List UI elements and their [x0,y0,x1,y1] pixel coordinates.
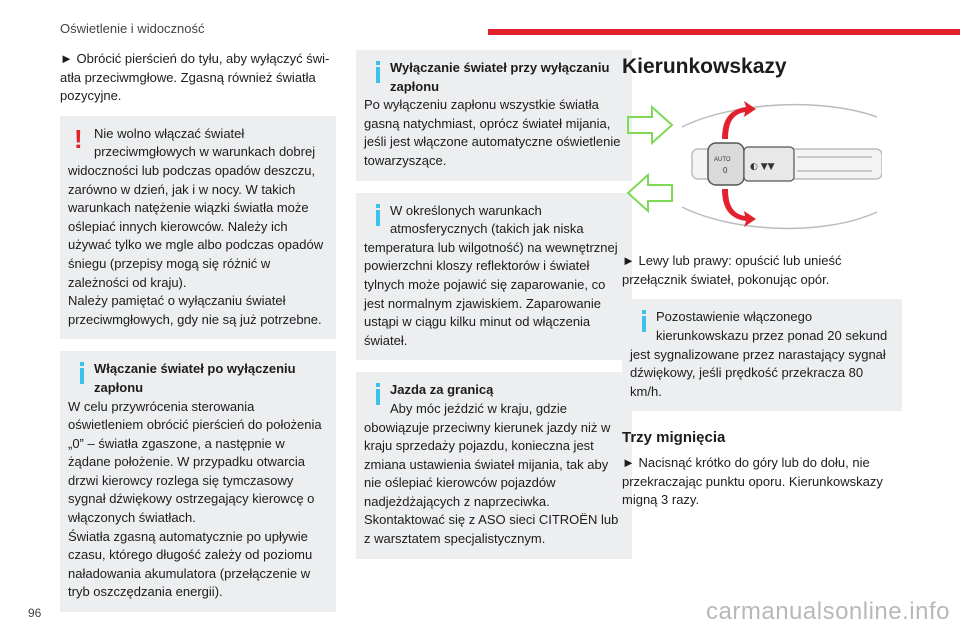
instruction-paragraph: ► Lewy lub prawy: opuścić lub unieść przełącznik świateł, pokonując opór. [622,253,842,287]
info-title: Włączanie świateł po wyłączeniu zapłonu [94,361,296,395]
page-number: 96 [28,606,42,620]
info-icon [636,310,652,340]
box1-body: Po wyłączeniu zapłonu wszystkie światła gasną natychmiast, oprócz świateł mijania, jeśli jest włączone automatyczne oświetlenie towarzyszące. [364,97,621,168]
auto-label: AUTO [714,156,731,163]
section-title: Kierunkowskazy [622,55,787,78]
box1-title: Wyłączanie świateł przy wyłączaniu zapłonu [390,60,610,94]
note-body: jest sygnalizowane przez narastający sygnał dźwiękowy, jeśli prędkość przekracza 80 km/h. [630,346,886,399]
header-title: Oświetlenie i widoczność [60,21,205,36]
intro-paragraph: ► Obrócić pierścień do tyłu, aby wyłączyć światła przeciwmgłowe. Zgasną również światła pozycyjne. [60,51,330,104]
warning-box [60,116,336,340]
turn-signal-stalk-figure [622,97,882,237]
info-body-2: Światła zgasną automatycznie po upływie czasu, którego długość zależy od poziomu naładowania akumulatora (przełączenie w tryb oszczędzania energii). [68,528,313,600]
subsection-body: ► Nacisnąć krótko do góry lub do dołu, nie przekraczając punktu oporu. Kierunkowskazy migną 3 razy. [622,454,883,508]
svg-text:◐ ▼▼: ◐ ▼▼ [750,161,775,172]
info-icon [74,362,90,392]
arrow-right-icon [628,107,672,143]
info-icon [370,204,386,234]
box2-head: W określonych warunkach atmosferycznych (takich jak niska [390,202,584,237]
info-box-lights-off [356,50,632,181]
light-switch-stalk [708,143,794,185]
box3-title: Jazda za granicą [390,382,494,398]
info-box-condensation [356,193,632,361]
column-2 [356,50,632,571]
info-box-turn-signal-alert [622,299,902,411]
header-accent-bar [488,29,960,35]
note-head: Pozostawienie włączonego kierunkowskazu przez ponad 20 sekund [656,309,888,343]
arrow-left-icon [628,175,672,211]
column-3 [622,50,902,510]
warning-icon: ! [74,123,83,154]
column-1 [60,50,336,624]
warning-body-2: Należy pamiętać o wyłączaniu świateł przeciwmgłowych, gdy nie są już potrzebne. [68,293,322,327]
zero-label: 0 [723,165,728,175]
info-box-driving-abroad [356,372,632,558]
watermark: carmanualsonline.info [706,598,950,625]
box3-body: obowiązuje przeciwny kierunek jazdy niż w kraju sprzedaży pojazdu, konieczna jest zmiana ustawienia świateł mijania, tak aby nie oślepiać kierowców pojazdów nadjeżdżających z naprzeciwka. [364,419,611,509]
info-body: W celu przywrócenia sterowania oświetleniem obrócić pierścień do położenia „0” – światła zgaszone, a następnie w żądane położenie. W przypadku otwarcia drzwi kierowcy rozlega się tymczasowy sygnał dźwiękowy ostrzegający kierowcę o włączonych światłach. [68,398,322,526]
info-icon [370,383,386,413]
box3-head: Aby móc jeździć w kraju, gdzie [390,400,568,416]
box3-body-2: Skontaktować się z ASO sieci CITROËN lub z warsztatem specjalistycznym. [364,512,619,547]
warning-head: Nie wolno włączać świateł przeciwmgłowych w warunkach dobrej [94,125,316,160]
info-box-lights-after-ignition [60,351,336,612]
subsection-title: Trzy mignięcia [622,429,726,447]
warning-body: widoczności lub podczas opadów deszczu, zarówno w dzień, jak i w nocy. W takich warunkach natężenie wiązki światła może oślepiać innych kierowców. Należy ich używać tylko we mgle albo podczas opadów śniegu (przepisy mogą się różnić w zależności od kraju). [68,162,324,290]
info-icon [370,61,386,91]
box2-body: temperatura lub wilgotność) na wewnętrznej powierzchni kloszy reflektorów i świateł tylnych może pojawić się zaparowanie, co jest normalnym zjawiskiem. Zaparowanie ustąpi w ciągu kilku minut od włączenia świateł. [364,239,618,348]
